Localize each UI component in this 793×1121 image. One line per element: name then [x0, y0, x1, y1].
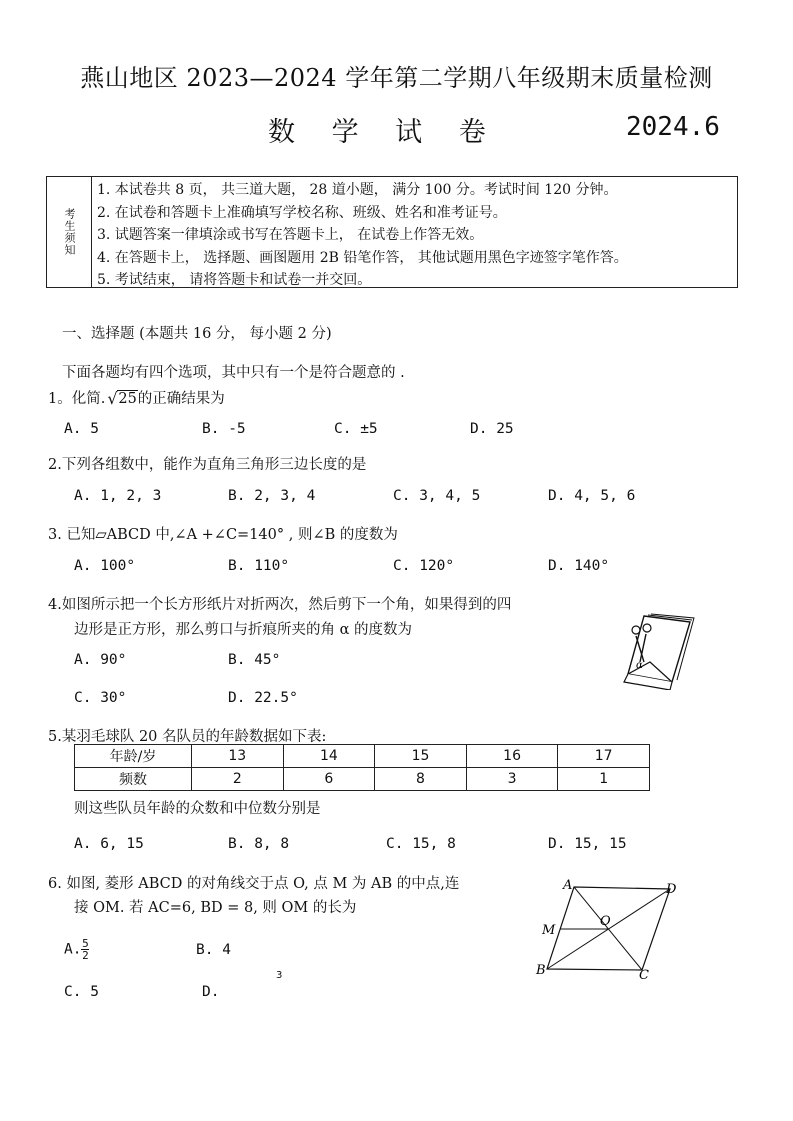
q2-option-a: A. 1, 2, 3 [74, 488, 162, 504]
q6-option-a-label: A. [64, 941, 82, 958]
q5-option-b: B. 8, 8 [228, 836, 290, 852]
table-cell: 16 [466, 745, 558, 768]
question-6-line-1: 6. 如图, 菱形 ABCD 的对角线交于点 O, 点 M 为 AB 的中点,连 [48, 876, 460, 892]
q5-option-d: D. 15, 15 [548, 836, 627, 852]
question-4-line-2: 边形是正方形，那么剪口与折痕所夹的角 α 的度数为 [74, 622, 413, 638]
notice-item: 3. 试题答案一律填涂或书写在答题卡上， 在试卷上作答无效。 [97, 227, 484, 243]
question-6-line-2: 接 OM. 若 AC=6, BD = 8, 则 OM 的长为 [74, 900, 357, 916]
q3-option-b: B. 110° [228, 558, 290, 574]
q1-suffix: 的正确结果为 [137, 391, 225, 407]
radical-sign-icon: √ [107, 389, 118, 408]
age-table [74, 744, 650, 791]
question-4-line-1: 4.如图所示把一个长方形纸片对折两次，然后剪下一个角，如果得到的四 [48, 597, 512, 613]
table-cell: 14 [283, 745, 375, 768]
q3-option-a: A. 100° [74, 558, 136, 574]
table-cell: 2 [192, 768, 284, 791]
vertex-d-label: D [666, 882, 677, 897]
exam-title: 燕山地区 2023—2024 学年第二学期八年级期末质量检测 [80, 64, 713, 92]
q4-option-a: A. 90° [74, 652, 127, 668]
section-intro: 下面各题均有四个选项，其中只有一个是符合题意的 . [62, 365, 405, 381]
table-header-cell: 年龄/岁 [75, 745, 192, 768]
q4-option-d: D. 22.5° [228, 690, 298, 706]
q1-option-a: A. 5 [64, 421, 99, 437]
vertex-b-label: B [536, 963, 546, 978]
q3-option-c: C. 120° [393, 558, 455, 574]
q1-prefix: 1。化简. [48, 391, 106, 407]
q1-option-d: D. 25 [470, 421, 514, 437]
q6-option-b: B. 4 [196, 942, 231, 958]
q4-option-b: B. 45° [228, 652, 281, 668]
table-row [75, 768, 650, 791]
table-cell: 17 [558, 745, 650, 768]
q6-option-c: C. 5 [64, 984, 99, 1000]
q6-option-a [64, 938, 89, 961]
section-heading: 一、选择题 (本题共 16 分， 每小题 2 分) [62, 326, 332, 342]
rhombus-figure [532, 872, 686, 984]
q6-option-d: D. [202, 984, 220, 1000]
q1-option-c: C. ±5 [334, 421, 378, 437]
fraction-numerator: 5 [82, 937, 89, 950]
table-header-cell: 频数 [75, 768, 192, 791]
table-cell: 1 [558, 768, 650, 791]
notice-list [97, 179, 628, 292]
table-cell: 13 [192, 745, 284, 768]
folded-paper-figure [622, 610, 696, 690]
q2-option-d: D. 4, 5, 6 [548, 488, 636, 504]
q4-option-c: C. 30° [74, 690, 127, 706]
vertex-a-label: A [563, 878, 573, 893]
q1-option-b: B. -5 [202, 421, 246, 437]
table-cell: 3 [466, 768, 558, 791]
alpha-label: α [636, 660, 643, 671]
question-5: 5.某羽毛球队 20 名队员的年龄数据如下表: [48, 729, 327, 745]
notice-item: 5. 考试结束， 请将答题卡和试卷一并交回。 [97, 272, 372, 288]
question-5-followup: 则这些队员年龄的众数和中位数分别是 [74, 801, 321, 817]
exam-date: 2024.6 [626, 112, 720, 142]
notice-box [46, 176, 738, 288]
sqrt-expression [107, 391, 137, 407]
exam-subtitle: 数 学 试 卷 [268, 117, 500, 148]
table-cell: 8 [375, 768, 467, 791]
q5-option-a: A. 6, 15 [74, 836, 144, 852]
question-3: 3. 已知▱ABCD 中,∠A +∠C=140° , 则∠B 的度数为 [48, 527, 398, 543]
point-m-label: M [542, 923, 556, 938]
q2-option-b: B. 2, 3, 4 [228, 488, 316, 504]
table-cell: 15 [375, 745, 467, 768]
fraction-five-halves [81, 938, 89, 961]
stray-digit: 3 [276, 970, 283, 981]
vertex-c-label: C [639, 968, 649, 983]
q3-option-d: D. 140° [548, 558, 610, 574]
q2-option-c: C. 3, 4, 5 [393, 488, 481, 504]
notice-item: 1. 本试卷共 8 页， 共三道大题， 28 道小题， 满分 100 分。考试时间 120 分钟。 [97, 182, 618, 198]
table-cell: 6 [283, 768, 375, 791]
notice-item: 2. 在试卷和答题卡上准确填写学校名称、班级、姓名和准考证号。 [97, 204, 507, 221]
question-2: 2.下列各组数中，能作为直角三角形三边长度的是 [48, 457, 367, 473]
fraction-denominator: 2 [82, 949, 89, 962]
notice-label: 考生须知 [47, 177, 92, 287]
question-1 [48, 387, 225, 408]
point-o-label: O [600, 914, 611, 929]
table-row [75, 745, 650, 768]
q5-option-c: C. 15, 8 [386, 836, 456, 852]
q1-radicand: 25 [118, 391, 137, 407]
notice-item: 4. 在答题卡上， 选择题、画图题用 2B 铅笔作答， 其他试题用黑色字迹签字笔作答。 [97, 249, 628, 266]
